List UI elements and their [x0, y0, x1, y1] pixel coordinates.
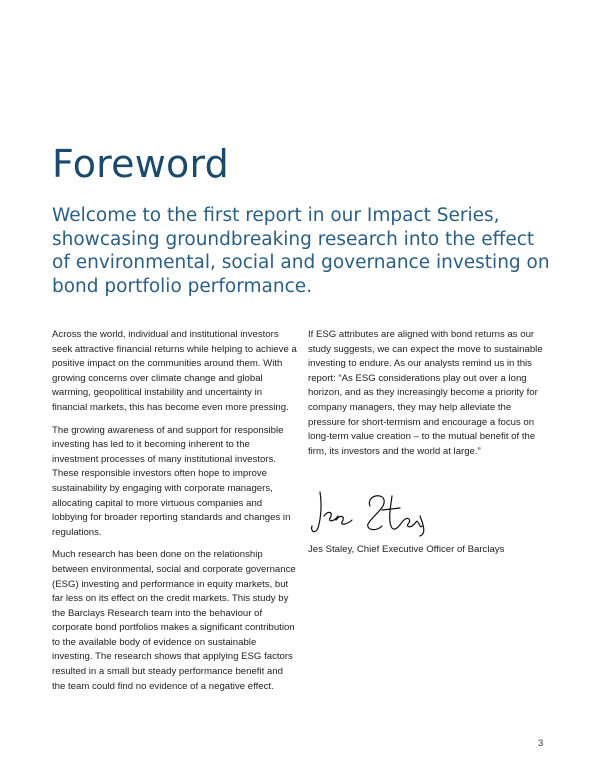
left-paragraph: The growing awareness of and support for responsible investing has led to it becoming inherent to the investment processes of many institutional investors. These responsible investors often hope to improve sustainability by engaging with corporate managers, allocating capital to more virtuous companies and lobbying for broader reporting standards and changes in regulations.	[52, 424, 291, 538]
page-title: Foreword	[52, 142, 229, 186]
signature-drawing	[308, 486, 438, 538]
signature-image	[308, 486, 438, 538]
left-paragraph: Much research has been done on the relationship between environmental, social and corporate governance (ESG) investing and performance in equity markets, but far less on its effect on the credit markets. This study by the Barclays Research team into the behaviour of corporate bond portfolios makes a significant contribution to the available body of evidence on sustainable investing. The research shows that applying ESG factors resulted in a small but steady performance benefit and the team could find no evidence of a negative effect.	[52, 549, 296, 692]
signature-caption: Jes Staley, Chief Executive Officer of Barclays	[308, 544, 505, 555]
right-column	[308, 328, 543, 467]
left-column	[52, 328, 297, 702]
right-paragraph: If ESG attributes are aligned with bond returns as our study suggests, we can expect the move to sustainable investing to endure. As our analysts remind us in this report: “As ESG considerations play out over a long horizon, and as they increasingly become a priority for company managers, they may help alleviate the pressure for short-termism and encourage a focus on long-term value creation – to the mutual benefit of the firm, its investors and the world at large.”	[308, 329, 543, 457]
page-number: 3	[538, 738, 544, 749]
intro-text: Welcome to the first report in our Impact Series, showcasing groundbreaking research into the effect of environmental, social and governance investing on bond portfolio performance.	[52, 205, 550, 297]
left-paragraph: Across the world, individual and institutional investors seek attractive financial returns while helping to achieve a positive impact on the communities around them. With growing concerns over climate change and global warming, geopolitical instability and uncertainty in financial markets, this has become even more pressing.	[52, 329, 297, 413]
